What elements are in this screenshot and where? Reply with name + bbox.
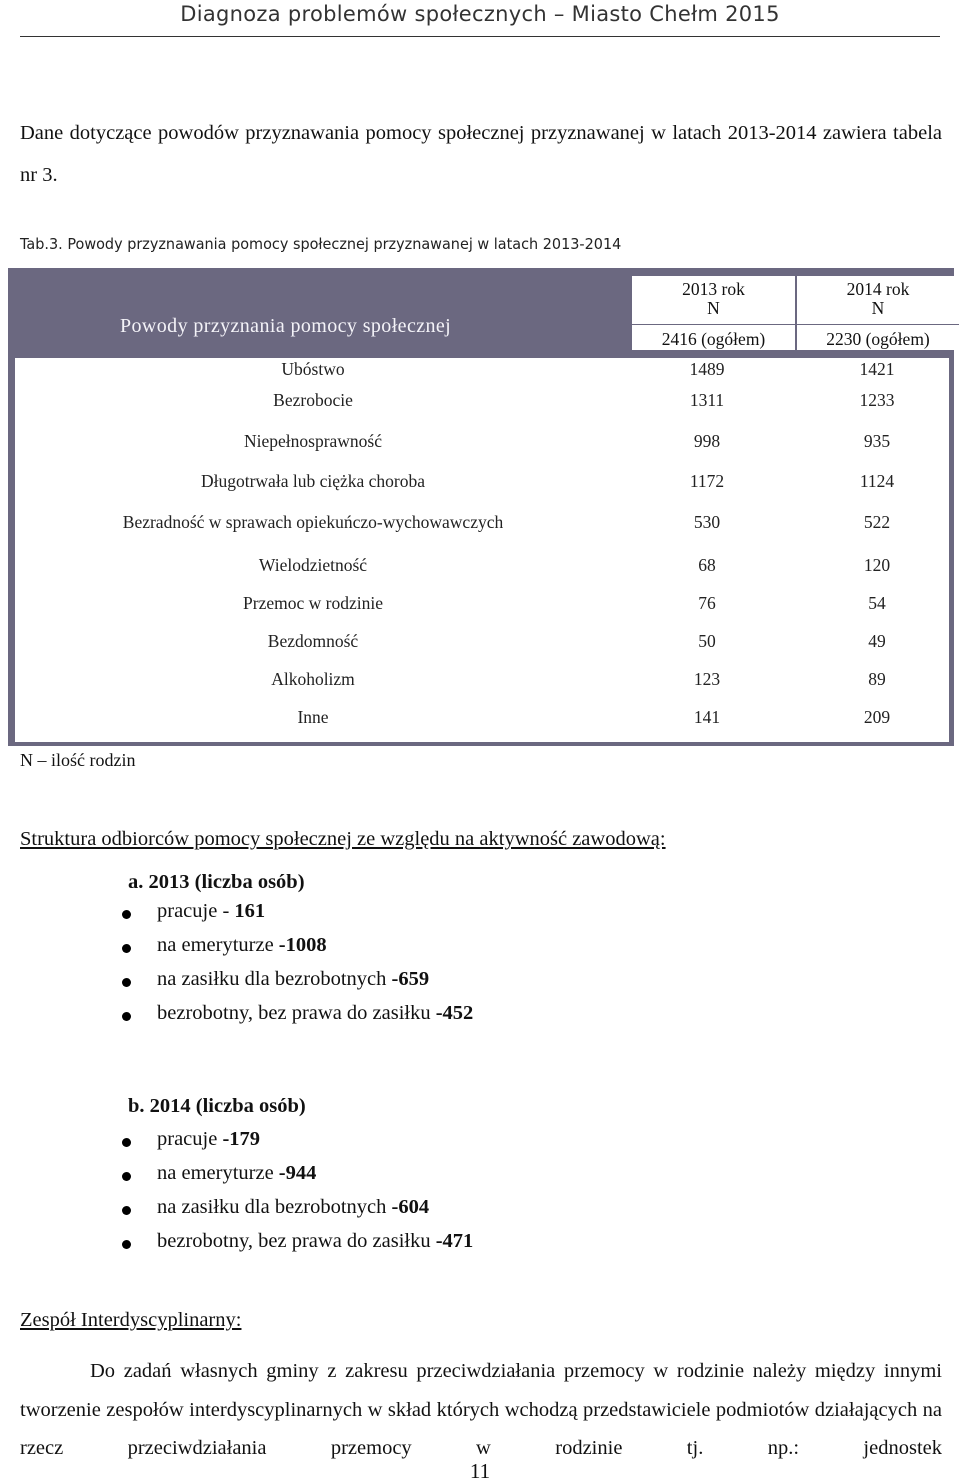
total-2013: 2416 (ogółem) bbox=[661, 329, 766, 349]
structure-2013-heading: a. 2013 (liczba osób) bbox=[128, 871, 305, 893]
row-value-2014: 1124 bbox=[859, 471, 895, 491]
row-label: Niepełnosprawność bbox=[243, 431, 383, 451]
row-label: Ubóstwo bbox=[281, 359, 345, 379]
row-value-2014: 1233 bbox=[859, 390, 895, 410]
header-label: Powody przyznania pomocy społecznej bbox=[120, 315, 452, 337]
list-item bbox=[120, 900, 473, 934]
row-value-2014: 54 bbox=[868, 593, 886, 613]
structure-2014-heading: b. 2014 (liczba osób) bbox=[128, 1095, 306, 1117]
item-text: na emeryturze bbox=[157, 1162, 279, 1184]
row-label: Przemoc w rodzinie bbox=[243, 593, 383, 613]
page-number: 11 bbox=[469, 1459, 491, 1483]
item-text: na zasiłku dla bezrobotnych bbox=[157, 968, 392, 990]
row-label: Bezdomność bbox=[267, 631, 359, 651]
bullet-icon bbox=[122, 978, 131, 987]
structure-2013-list bbox=[120, 900, 473, 1036]
header-divider bbox=[20, 36, 940, 37]
row-value-2013: 141 bbox=[693, 707, 721, 727]
item-text: na zasiłku dla bezrobotnych bbox=[157, 1196, 392, 1218]
item-text: bezrobotny, bez prawa do zasiłku bbox=[157, 1002, 436, 1024]
bullet-icon bbox=[122, 1012, 131, 1021]
header-separator bbox=[632, 324, 795, 325]
header-separator bbox=[797, 324, 959, 325]
item-value: -471 bbox=[435, 1230, 474, 1252]
list-item bbox=[120, 1002, 473, 1036]
item-value: -604 bbox=[391, 1196, 430, 1218]
bullet-icon bbox=[122, 944, 131, 953]
row-value-2013: 76 bbox=[698, 593, 716, 613]
list-item bbox=[120, 1128, 473, 1162]
team-paragraph: Do zadań własnych gminy z zakresu przeciwdziałania przemocy w rodzinie należy między innymi tworzenie zespołów interdyscyplinarnych w skład których wchodzą przedstawiciele podmiotów działających na rzecz przeciwdziałania przemocy w rodzinie tj. np.: jednostek bbox=[20, 1360, 942, 1459]
row-value-2013: 68 bbox=[698, 555, 716, 575]
item-text: na emeryturze bbox=[157, 934, 279, 956]
team-title: Zespół Interdyscyplinarny: bbox=[20, 1309, 242, 1331]
row-label: Bezrobocie bbox=[273, 390, 353, 410]
bullet-icon bbox=[122, 1206, 131, 1215]
intro-paragraph: Dane dotyczące powodów przyznawania pomocy społecznej przyznawanej w latach 2013-2014 zawiera tabela nr 3. bbox=[20, 122, 942, 186]
n-2013-label: N bbox=[707, 298, 720, 318]
row-value-2014: 522 bbox=[863, 512, 891, 532]
row-label: Alkoholizm bbox=[271, 669, 355, 689]
bullet-icon bbox=[122, 1172, 131, 1181]
item-value: -1008 bbox=[278, 934, 327, 956]
row-value-2013: 530 bbox=[693, 512, 721, 532]
table-caption: Tab.3. Powody przyznawania pomocy społecznej przyznawanej w latach 2013-2014 bbox=[20, 235, 622, 253]
column-2014-header bbox=[797, 276, 959, 350]
item-text: pracuje - bbox=[157, 900, 235, 922]
list-item bbox=[120, 1162, 473, 1196]
row-value-2013: 123 bbox=[693, 669, 721, 689]
row-label: Wielodzietność bbox=[258, 555, 368, 575]
structure-title: Struktura odbiorców pomocy społecznej ze względu na aktywność zawodową: bbox=[20, 828, 666, 850]
item-text: bezrobotny, bez prawa do zasiłku bbox=[157, 1230, 436, 1252]
row-value-2013: 1172 bbox=[689, 471, 725, 491]
bullet-icon bbox=[122, 910, 131, 919]
item-value: 161 bbox=[234, 900, 266, 922]
row-label: Długotrwała lub ciężka choroba bbox=[200, 471, 425, 491]
item-value: -944 bbox=[278, 1162, 317, 1184]
item-value: -659 bbox=[391, 968, 430, 990]
total-2014: 2230 (ogółem) bbox=[826, 329, 930, 349]
row-value-2014: 120 bbox=[863, 555, 891, 575]
list-item bbox=[120, 934, 473, 968]
row-value-2013: 50 bbox=[698, 631, 716, 651]
n-2014-label: N bbox=[871, 298, 885, 318]
row-value-2014: 49 bbox=[868, 631, 886, 651]
row-value-2014: 1421 bbox=[859, 359, 895, 379]
row-value-2014: 209 bbox=[863, 707, 891, 727]
item-value: -179 bbox=[222, 1128, 261, 1150]
year-2013-label: 2013 rok bbox=[682, 279, 745, 299]
structure-2014-list bbox=[120, 1128, 473, 1264]
year-2014-label: 2014 rok bbox=[846, 279, 910, 299]
row-value-2013: 1489 bbox=[689, 359, 725, 379]
bullet-icon bbox=[122, 1138, 131, 1147]
reasons-table bbox=[8, 268, 954, 746]
row-value-2013: 1311 bbox=[689, 390, 725, 410]
bullet-icon bbox=[122, 1240, 131, 1249]
item-text: pracuje bbox=[157, 1128, 223, 1150]
row-label: Inne bbox=[297, 707, 329, 727]
list-item bbox=[120, 1196, 473, 1230]
running-header: Diagnoza problemów społecznych – Miasto Chełm 2015 bbox=[180, 2, 780, 26]
item-value: -452 bbox=[435, 1002, 474, 1024]
row-label: Bezradność w sprawach opiekuńczo-wychowawczych bbox=[122, 512, 504, 532]
table-header bbox=[8, 268, 954, 358]
list-item bbox=[120, 1230, 473, 1264]
column-2013-header bbox=[632, 276, 795, 350]
row-value-2013: 998 bbox=[693, 431, 721, 451]
list-item bbox=[120, 968, 473, 1002]
row-value-2014: 935 bbox=[863, 431, 891, 451]
row-value-2014: 89 bbox=[868, 669, 886, 689]
table-note: N – ilość rodzin bbox=[20, 750, 136, 770]
